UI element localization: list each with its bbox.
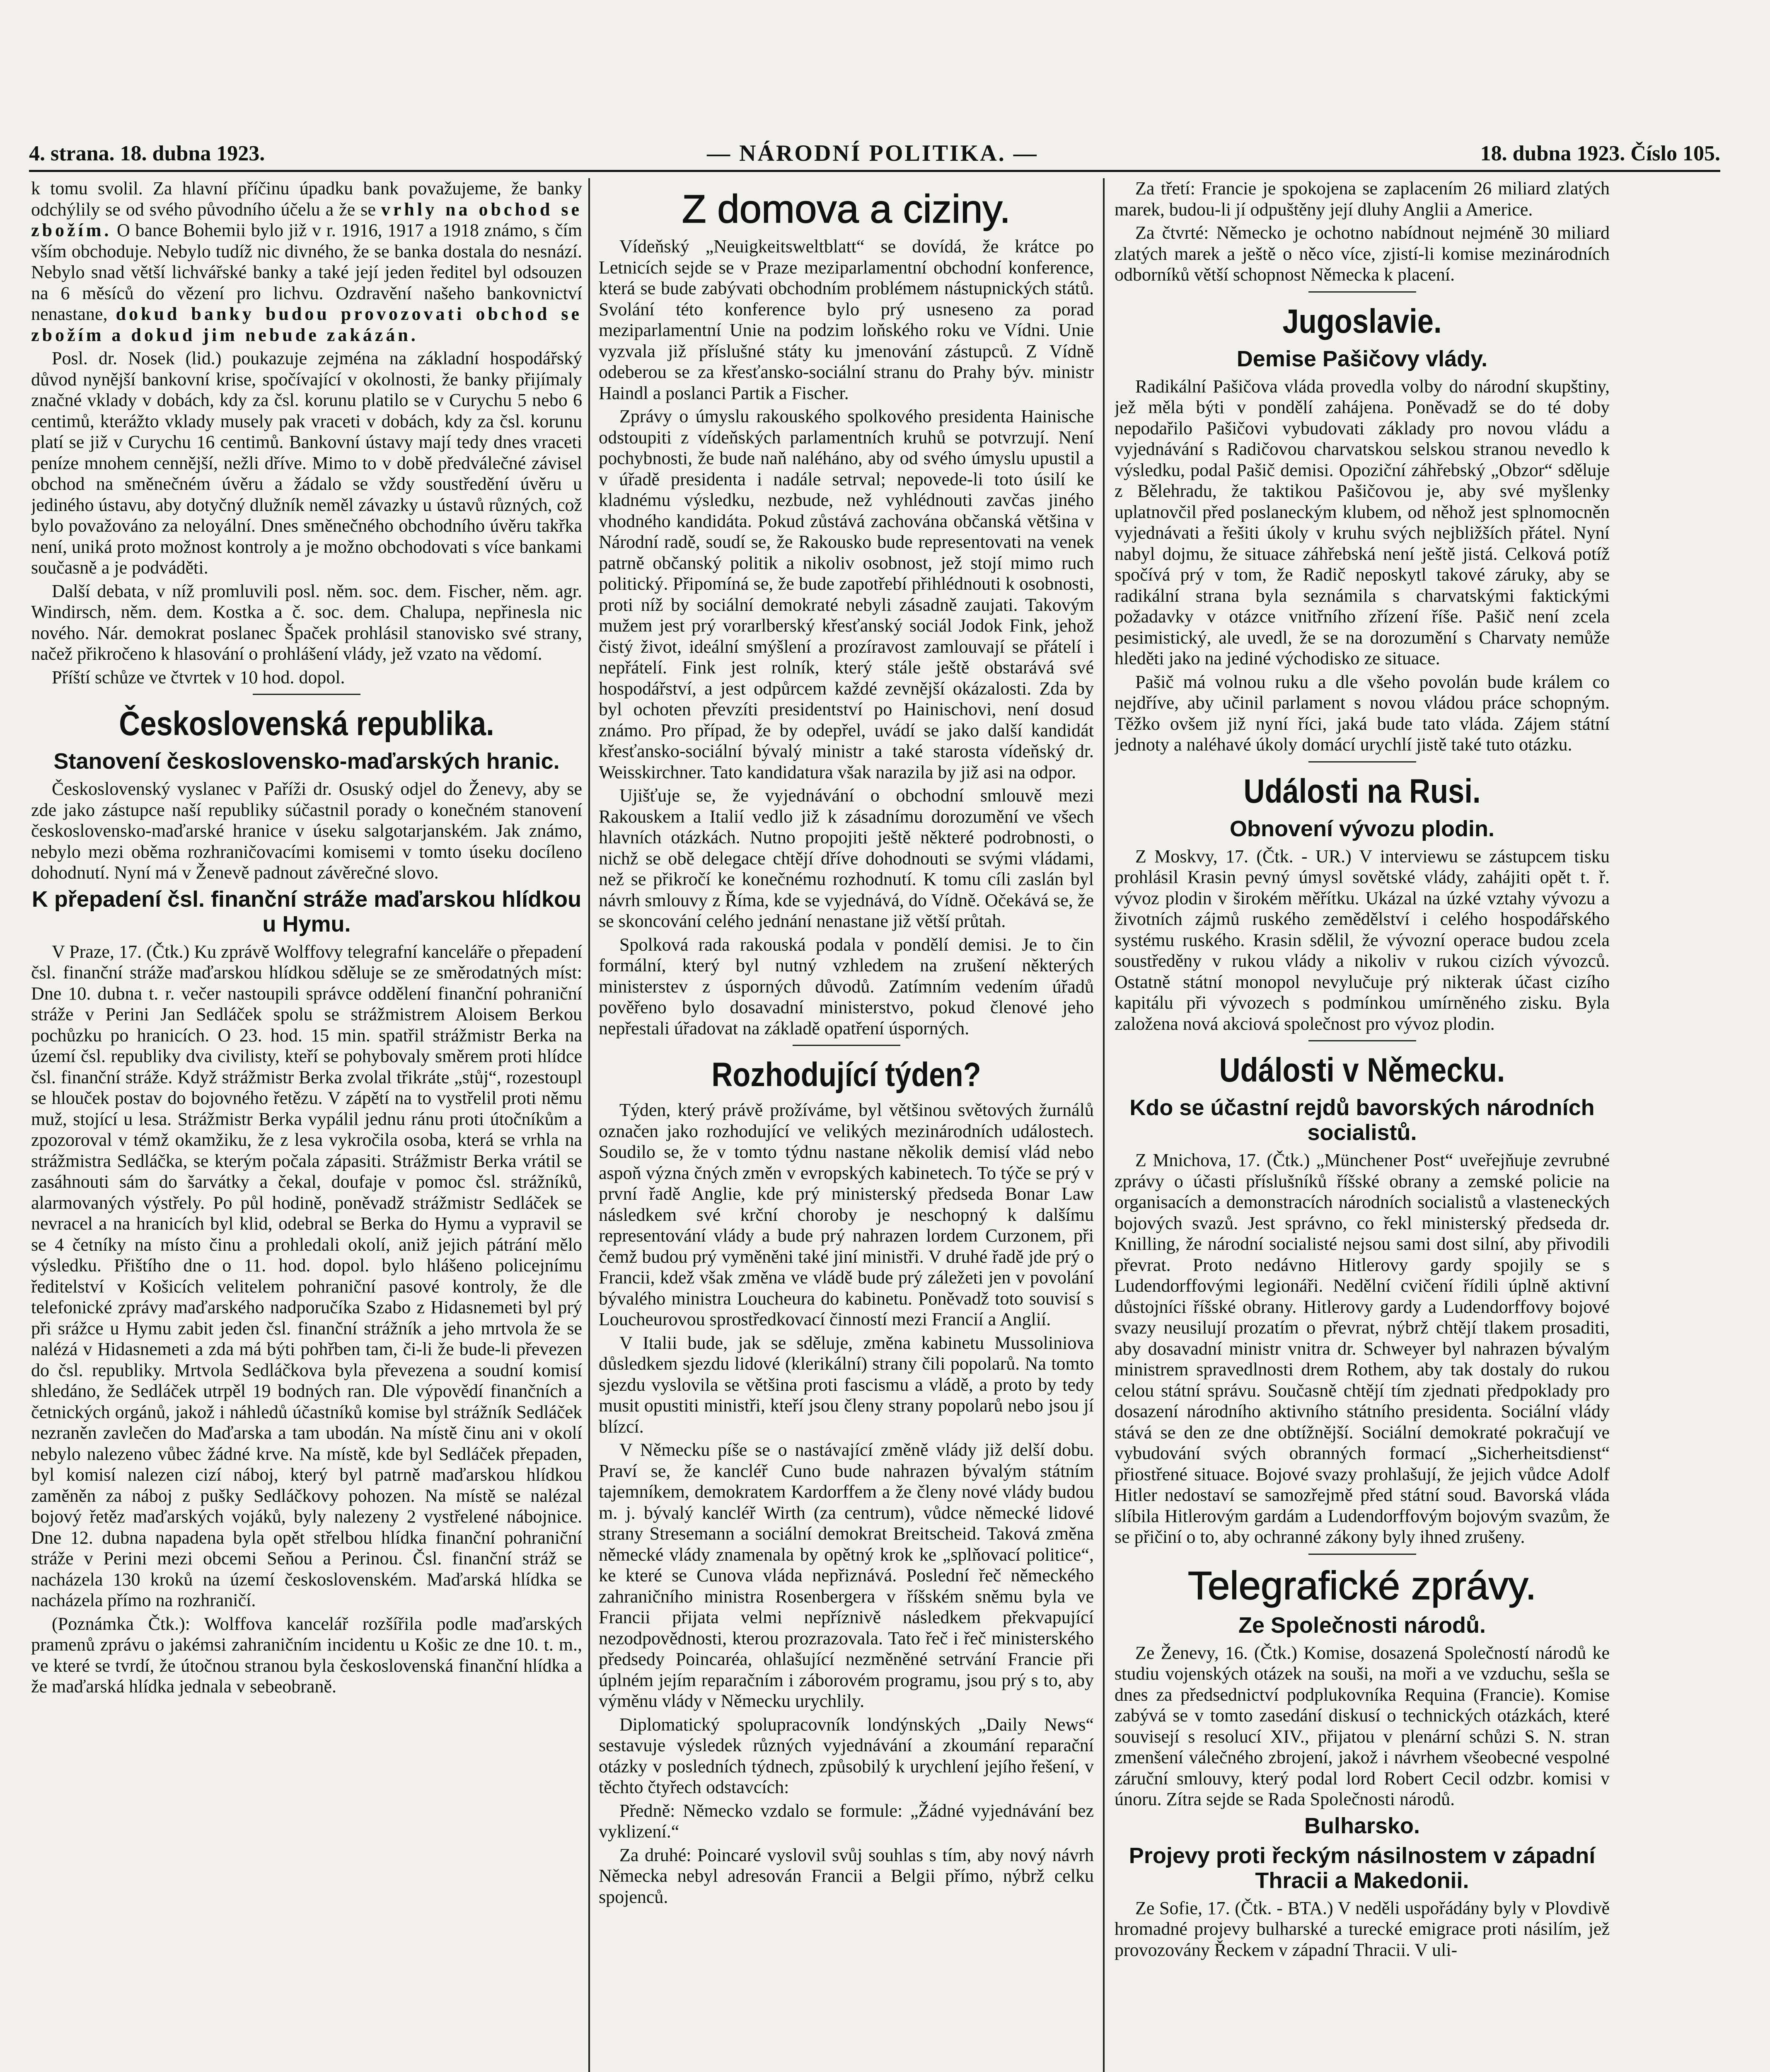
paragraph: Zprávy o úmyslu rakouského spolkového presidenta Hainische odstoupiti z vídeňských parlamentních kruhů se potvrzují. Není pochybnosti, že bude naň naléháno, aby od svého úmyslu upustil a v úřadě presidenta i nadále setrval; nepovede-li toto úsilí ke kladnému výsledku, nezbude, než vyhlédnouti zavčas jiného vhodného kandidáta. Pokud zůstává zachována občanská většina v Národní radě, soudí se, že Rakousko bude representovati na venek patrně občanský politik a nikoliv osobnost, jež stojí mimo ruch politický. Připomíná se, že bude zapotřebí přihlédnouti k osobnosti, proti níž by sociální demokraté nebyli zásadně zaujati. Takovým mužem jest prý vorarlberský křesťanský sociál Jodok Fink, jehož čistý život, ideální smýšlení a prozíravost zamlouvají se přátelí i nepřátelí. Fink jest rolník, který stále ještě obstarává své hospodářství, a jest odpůrcem každé zevnější okázalosti. Zda by byl ochoten převzíti presidentství po Hainischovi, není dosud známo. Pro případ, že by odepřel, uvádí se jako další kandidát křesťansko-sociální bývalý ministr a také starosta vídeňský dr. Weisskirchner. Tato kandidatura však narazila by již asi na odpor. — [599, 406, 1094, 782]
paragraph: V Italii bude, jak se sděluje, změna kabinetu Mussoliniova důsledkem sjezdu lidové (klerikální) strany čili popolarů. Na tomto sjezdu vyslovila se většina proti fascismu a vládě, a proto by tedy musit opustiti ministři, kteří jsou členy strany popolarů nebo jsou jí blízcí. — [599, 1332, 1094, 1437]
paragraph: Spolková rada rakouská podala v pondělí demisi. Je to čin formální, který byl nutný vzhledem na zrušení některých ministerstev z úsporných důvodů. Zatímním vedením úřadů pověřeno bylo dosavadní ministerstvo, pokud členové jeho nepřestali úřadovat na základě opatření úsporných. — [599, 934, 1094, 1038]
article-headline: Demise Pašičovy vlády. — [1236, 346, 1488, 371]
article-headline: Stanovení československo-maďarských hranic. — [53, 749, 560, 774]
section-title: Jugoslavie. — [1282, 302, 1442, 340]
column-divider — [1103, 178, 1105, 2072]
column-1 — [31, 178, 582, 2072]
paragraph: Týden, který právě prožíváme, byl většinou světových žurnálů označen jako rozhodující ve velikých mezinárodních událostech. Soudilo se, že v tomto týdnu nastane několik demisí vlád nebo aspoň význa čných změn v evropských kabinetech. To týče se prý v první řadě Anglie, kde prý ministerský předseda Bonar Law následkem své krční choroby je neschopný k dalšímu representování vlády a bude prý nahrazen lordem Curzonem, při čemž budou prý vyměněni také jiní ministři. V druhé řadě jde prý o Francii, kdež však změna ve vládě bude prý záležeti jen v povolání bývalého ministra Loucheura do kabinetu. Poněvadž toto souvisí s Loucheurovou sprostředkovací činností mezi Francií a Anglií. — [599, 1100, 1094, 1329]
article-headline: Kdo se účastní rejdů bavorských národních socialistů. — [1129, 1095, 1595, 1145]
article-headline: Projevy proti řeckým násilnostem v západní Thracii a Makedonii. — [1129, 1843, 1596, 1893]
paragraph: Československý vyslanec v Paříži dr. Osuský odjel do Ženevy, aby se zde jako zástupce naší republiky súčastnil porady o konečném stanovení československo-maďarské hranice v úseku salgotarjanském. Jak známo, nebylo mezi oběma rozhraničovacími komisemi v tomto úseku docíleno dohodnutí. Nyní má v Ženevě padnout závěrečné slovo. — [31, 779, 582, 883]
header-left-date: 4. strana. 18. dubna 1923. — [29, 141, 265, 165]
paragraph: V Praze, 17. (Čtk.) Ku zprávě Wolffovy telegrafní kanceláře o přepadení čsl. finanční stráže maďarskou hlídkou sděluje se ze směrodatných míst: Dne 10. dubna t. r. večer nastoupili správce oddělení finanční pohraniční stráže v Perini Jan Sedláček spolu se strážmistrem Aloisem Berkou pochůzku po hranicích. O 23. hod. 15 min. spatřil strážmistr Berka na území čsl. republiky dva civilisty, kteří se pohybovaly směrem proti hlídce čsl. finanční stráže. Když strážmistr Berka zvolal třikráte „stůj“, rozestoupl se hlouček postav do bojovného řetězu. V zápětí na to vystřelil proti němu muž, stojící u lesa. Strážmistr Berka vypálil jednu ránu proti útočníkům a zpozoroval v témž okamžiku, že z lesa vykročila osoba, která se vrhla na strážmistra Sedláčka, se kterým počala zápasiti. Strážmistr Berka vrátil se zasáhnouti sám do šarvátky a čekal, doufaje v pomoc čsl. strážníků, alarmovaných výstřely. Po půl hodině, poněvadž strážmistr Sedláček se nevracel a na hranicích byl klid, odebral se Berka do Hymu a vypravil se se 4 četníky na místo činu a prohledali okolí, aniž jejich pátrání mělo výsledku. Přištího dne o 11. hod. dopol. bylo hlášeno policejnímu ředitelství v Košicích velitelem pohraniční pasové kontroly, že dle telefonické zprávy maďarského nadporučíka Szabo z Hidasnemeti byl prý při srážce u Hymu zabit jeden čsl. finanční strážník a jeho mrtvola že se nalézá v Hidasnemeti a zda má býti pohřben tam, či-li že bude-li převezen do čsl. republiky. Mrtvola Sedláčkova byla převezena a soudní komisí shledáno, že Sedláček utrpěl 19 bodných ran. Dle výpovědí finančních a četnických orgánů, jakož i náhledů účastníků komise byl strážník Sedláček nezraněn zavlečen do Maďarska a tam ubodán. Na místě činu ani v okolí nebylo nalezeno vůbec žádné krve. Na místě, kde byl Sedláček přepaden, byl komisí nalezen cizí náboj, který byl patrně maďarskou hlídkou zaměněn za náboj z pušky Sedláčkovy pohozen. Na místě se nalézal bojový řetěz maďarských vojáků, byly nalezeny 2 vystřelené nábojnice. Dne 12. dubna napadena byla opět střelbou hlídka finanční pohraniční stráže v Perini mezi obcemi Seňou a Perinou. Čsl. finanční stráž se nacházela 130 kroků na území československém. Maďarská hlídka se nacházela přímo na rozhraničí. — [31, 941, 582, 1610]
article-headline: Obnovení vývozu plodin. — [1229, 816, 1495, 841]
section-title: Události na Rusi. — [1243, 772, 1481, 810]
paragraph: k tomu svolil. Za hlavní příčinu úpadku bank považujeme, že banky odchýlily se od svého původního účelu a že se vrhly na obchod se zbožím. O bance Bohemii bylo již v r. 1916, 1917 a 1918 známo, s čím vším obchoduje. Nebylo tudíž nic divného, že se banka dostala do nesnází. Nebylo snad větší lichvářské banky a také její jeden ředitel byl odsouzen na 6 měsíců do vězení pro lichvu. Ozdravění našeho bankovnictví nenastane, dokud banky budou provozovati obchod se zbožím a dokud jim nebude zakázán. — [31, 178, 582, 345]
paragraph: Za čtvrté: Německo je ochotno nabídnout nejméně 30 miliard zlatých marek a ještě o něco více, zjistí-li komise mezinárodních odborníků větší schopnost Německa k placení. — [1115, 223, 1610, 285]
section-title: Československá republika. — [119, 705, 494, 743]
paragraph: Diplomatický spolupracovník londýnských „Daily News“ sestavuje výsledek různých vyjednávání a zkoumání reparační otázky v posledních týdnech, způsobilý k urychlení jejího řešení, v těchto čtyřech odstavcích: — [599, 1714, 1094, 1797]
paragraph: Z Mnichova, 17. (Čtk.) „Münchener Post“ uveřejňuje zevrubné zprávy o účasti příslušníků říšské obrany a zemské policie na organisacích a demonstracích národních socialistů a vlasteneckých bojových svazů. Jest správno, co řekl ministerský předseda dr. Knilling, že národní socialisté nejsou sami dost silní, aby přivodili převrat. Proto nedávno Hitlerovy gardy spojily se s Ludendorffovými legionáři. Nedělní cvičení řídili úplně aktivní důstojníci říšské obrany. Hitlerovy gardy a Ludendorffovy bojové svazy neusilují prozatím o převrat, nýbrž chtějí tlakem prosaditi, aby dosavadní ministr vnitra dr. Schweyer byl nahrazen bývalým ministrem spravedlnosti drem Rothem, aby tak dostaly do rukou celou státní správu. Současně chtějí tím zjednati předpoklady pro dosazení národního aktivního státního presidenta. Sociální vlády stává se den ze dne obtížnější. Sociální demokraté pokračují ve vybudování svých obranných formací „Sicherheitsdienst“ přiostřené situace. Bojové svazy prohlašují, že jejich vůdce Adolf Hitler nedostaví se samozřejmě před státní soud. Bavorská vláda slíbila Hitlerovým gardám a Ludendorffovým bojovým svazům, že se přičiní o to, aby ochranné zákony byly ihned zrušeny. — [1115, 1150, 1610, 1547]
paragraph: Předně: Německo vzdalo se formule: „Žádné vyjednávání bez vyklizení.“ — [599, 1800, 1094, 1842]
paragraph: Pašič má volnou ruku a dle všeho povolán bude králem co nejdříve, aby učinil parlament s novou vládou práce schopným. Těžko ovšem již nyní říci, jaká bude tato vláda. Zájem státní jednoty a naléhavé úkoly domácí urychlí jistě také tuto otázku. — [1115, 671, 1610, 755]
paragraph: Za druhé: Poincaré vyslovil svůj souhlas s tím, aby nový návrh Německa nebyl adresován Francii a Belgii přímo, nýbrž celku spojenců. — [599, 1844, 1094, 1907]
column-divider — [588, 178, 590, 2072]
article-headline: Ze Společnosti národů. — [1238, 1612, 1486, 1638]
paragraph: (Poznámka Čtk.): Wolffova kancelář rozšířila podle maďarských pramenů zprávu o jakémsi zahraničním incidentu u Košic ze dne 10. t. m., ve které se tvrdí, že útočnou stranou byla československá finanční hlídka a že maďarská hlídka jednala v sebeobraně. — [31, 1613, 582, 1697]
paragraph: Ze Ženevy, 16. (Čtk.) Komise, dosazená Společností národů ke studiu vojenských otázek na souši, na moři a ve vzduchu, sešla se dnes za předsednictví podplukovníka Requina (Francie). Komise zabývá se v tomto zasedání diskusí o technických otázkách, které souvisejí s resolucí XIV., přijatou v plenární schůzi S. N. stran zmenšení válečného zbrojení, jakož i návrhem všeobecné vespolné záruční smlouvy, který podal lord Robert Cecil odzbr. komisi v únoru. Zítra sejde se Rada Společnosti národů. — [1115, 1642, 1610, 1809]
section-title: Rozhodující týden? — [711, 1056, 981, 1094]
divider — [1308, 291, 1416, 293]
paragraph: Radikální Pašičova vláda provedla volby do národní skupštiny, jež měla býti v pondělí zahájena. Poněvadž se do té doby nepodařilo Pašičovi vybudovati základy pro novou vládu a vyjednávání s Radičovou charvatskou selskou stranou nevedlo k výsledku, podal Pašič demisi. Opoziční záhřebský „Obzor“ sděluje z Bělehradu, že taktikou Pašičovou je, aby své myšlenky uplatnovčil před poslaneckým klubem, od něhož jest splnomocněn vyjednávati a řešiti úkoly v kruhu svých nejbližších přátel. Nyní nabyl dojmu, že situace záhřebská není ještě jistá. Celková potíž spočívá prý v tom, že Radič neposkytl takové záruky, aby se radikální strana byla seznámila s charvatskými faktickými požadavky v otázce vnitřního zřízení říše. Pašič není zcela pesimistický, ale uvedl, že se na dorozumění s Charvaty nemůže hleděti jako na jediné východisko ze situace. — [1115, 376, 1610, 668]
divider — [1308, 1554, 1416, 1555]
paragraph: Posl. dr. Nosek (lid.) poukazuje zejména na základní hospodářský důvod nynější bankovní krise, spočívající v okolnosti, že banky přijímaly značné vklady v dobách, kdy za čsl. korunu platilo se v Curychu 5 nebo 6 centimů, kterážto vklady musely pak vraceti v dobách, kdy za čsl. korunu platí se již v Curychu 16 centimů. Bankovní ústavy mají tedy dnes vraceti peníze mnohem cennější, nežli dříve. Mimo to v době předválečné závisel obchod na směnečném úvěru a žádalo se vždy soustředění úvěru u jediného ústavu, aby dotyčný dlužník neměl závazky u ústavů různých, což bylo považováno za neloyální. Dnes směnečného obchodního úvěru takřka není, uniká proto možnost kontroly a je možno obchodovati s více bankami současně a je podváděti. — [31, 348, 582, 578]
divider — [1308, 1040, 1416, 1041]
divider — [1308, 761, 1416, 762]
masthead-title: — NÁRODNÍ POLITIKA. — — [707, 140, 1038, 166]
divider — [793, 1045, 900, 1046]
section-title: Z domova a ciziny. — [682, 187, 1011, 231]
paragraph: Z Moskvy, 17. (Čtk. - UR.) V interviewu se zástupcem tisku prohlásil Krasin pevný úmysl sovětské vlády, zahájiti opět t. ř. vývoz plodin v širokém měřítku. Ukázal na úzké vztahy vývozu a životních zájmů ruského zemědělství i celého hospodářského systému ruského. Krasin sdělil, že vývozní operace budou zcela soustředěny v rukou vlády a nikoliv v rukou cizích vývozců. Ostatně státní monopol nevylučuje prý nikterak účast cizího kapitálu při vývozech s podmínkou umírněného zisku. Byla založena nová akciová společnost pro vývoz plodin. — [1115, 846, 1610, 1034]
paragraph: Ze Sofie, 17. (Čtk. - BTA.) V neděli uspořádány byly v Plovdivě hromadné projevy bulharské a turecké emigrace proti násilím, jež provozovány Řeckem v západní Thracii. V uli- — [1115, 1898, 1610, 1960]
section-title: Telegrafické zprávy. — [1187, 1563, 1537, 1608]
article-headline: K přepadení čsl. finanční stráže maďarskou hlídkou u Hymu. — [31, 886, 582, 937]
header-right-date: 18. dubna 1923. Číslo 105. — [1480, 141, 1720, 165]
column-2 — [599, 178, 1094, 2072]
divider — [253, 694, 360, 695]
paragraph: V Německu píše se o nastávající změně vlády již delší dobu. Praví se, že kancléř Cuno bude nahrazen bývalým státním tajemníkem, demokratem Kardorffem a že členy nové vlády budou m. j. bývalý kancléř Wirth (za centrum), vůdce německé lidové strany Stresemann a sociální demokrat Breitscheid. Taková změna německé vlády znamenala by opětný krok ke „splňovací politice“, ke které se Cunova vláda nepřiznává. Poslední řeč německého zahraničního ministra Rosenbergera v říšském sněmu byla ve Francii přijata velmi nepříznivě následkem překvapující nezodpovědnosti, kterou prozrazovala. Tato řeč i řeč ministerského předsedy Poincaréa, ohlašující nezměněné setrvání Francie při úplném jejím reparačním i záborovém programu, jsou prý s to, aby výměnu vlády v Německu urychlily. — [599, 1440, 1094, 1711]
section-title: Události v Německu. — [1219, 1051, 1505, 1089]
paragraph: Další debata, v níž promluvili posl. něm. soc. dem. Fischer, něm. agr. Windirsch, něm. dem. Kostka a č. soc. dem. Chalupa, nepřinesla nic nového. Nár. demokrat poslanec Špaček prohlásil stanovisko své strany, načež přikročeno k hlasování o prohlášení vlády, jež vzato na vědomí. — [31, 581, 582, 664]
paragraph: Příští schůze ve čtvrtek v 10 hod. dopol. — [52, 667, 345, 687]
paragraph: Ujišťuje se, že vyjednávání o obchodní smlouvě mezi Rakouskem a Italií vedlo již k zásadnímu dorozumění ve všech hlavních otázkách. Nutno propojiti ještě některé podrobnosti, o nichž se obě delegace chtějí dříve dohodnouti se svými vládami, než se přikročí ke konečnému rozhodnutí. K tomu cíli zaslán byl návrh smlouvy z Říma, kde se vyjednává, do Vídně. Očekává se, že se skoncování celého jednání nenastane již větší průtah. — [599, 785, 1094, 931]
column-3 — [1115, 178, 1610, 2072]
paragraph: Vídeňský „Neuigkeitsweltblatt“ se dovídá, že krátce po Letnicích sejde se v Praze meziparlamentní obchodní konference, která se bude zabývati obchodním problémem nástupnických států. Svolání této konference bylo prý usneseno za porad meziparlamentní Unie na podzim loňského roku ve Vídni. Unie vyzvala již příslušné státy ku jmenování zástupců. Z Vídně odeberou se za křesťansko-sociální stranu do Prahy býv. ministr Haindl a poslanci Partik a Fischer. — [599, 236, 1094, 403]
paragraph: Za třetí: Francie je spokojena se zaplacením 26 miliard zlatých marek, budou-li jí odpuštěny její dluhy Anglii a Americe. — [1115, 178, 1610, 220]
article-headline: Bulharsko. — [1304, 1813, 1420, 1838]
page-header — [29, 137, 1720, 172]
